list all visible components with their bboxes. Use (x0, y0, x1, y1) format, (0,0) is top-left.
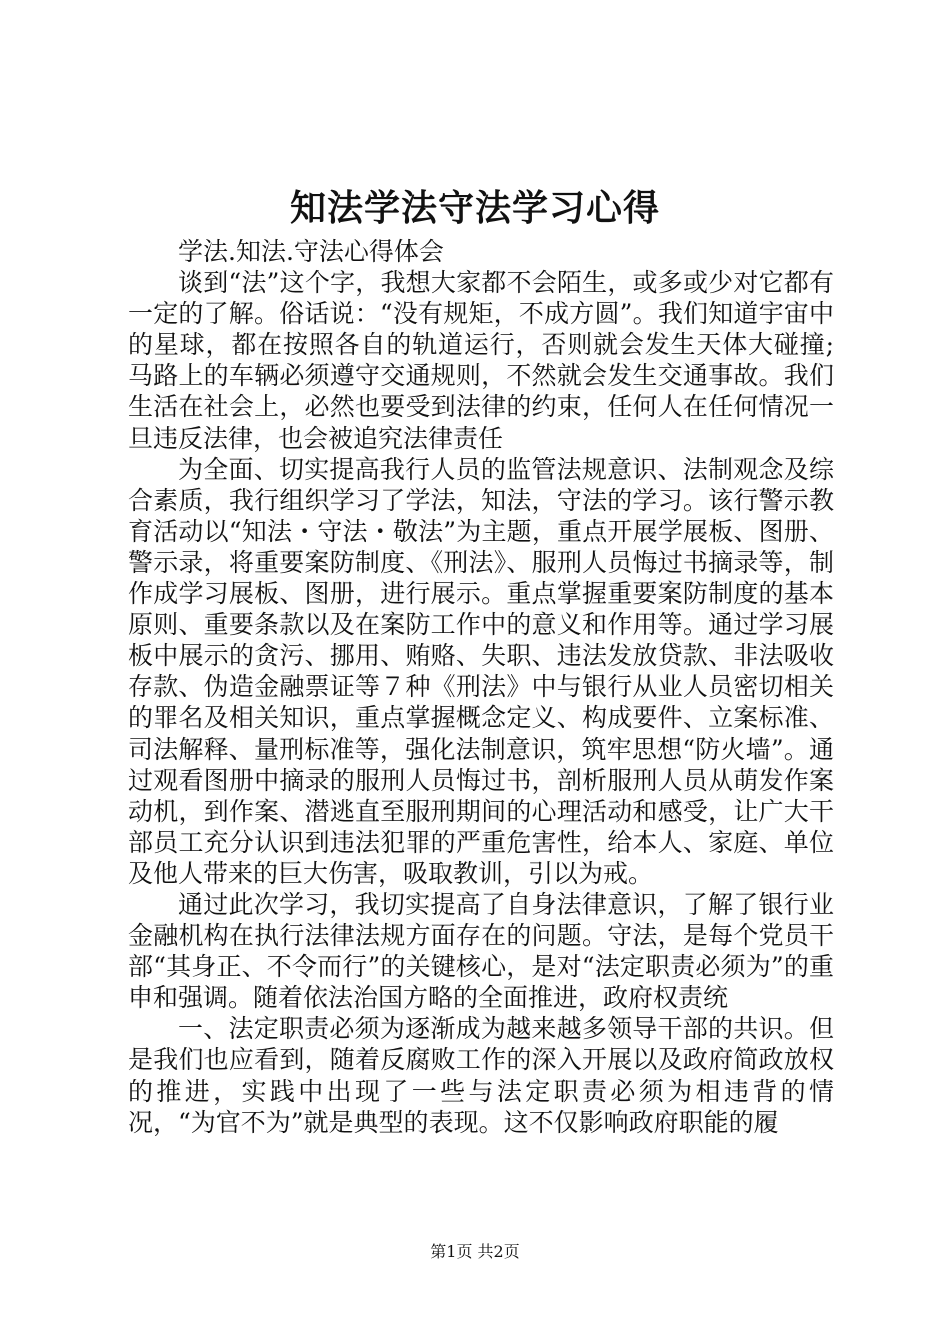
document-body (128, 236, 834, 1138)
page-footer: 第1页 共2页 (430, 1242, 520, 1261)
paragraph-4: 一、法定职责必须为逐渐成为越来越多领导干部的共识。但是我们也应看到，随着反腐败工作的深入开展以及政府简政放权的推进，实践中出现了一些与法定职责必须为相违背的情况，“为官不为”就是典型的表现。这不仅影响政府职能的履 (128, 1014, 834, 1137)
document-title: 知法学法守法学习心得 (289, 187, 660, 229)
paragraph-3: 通过此次学习，我切实提高了自身法律意识，了解了银行业金融机构在执行法律法规方面存在的问题。守法，是每个党员干部“其身正、不令而行”的关键核心，是对“法定职责必须为”的重申和强调。随着依法治国方略的全面推进，政府权责统 (128, 889, 834, 1013)
paragraph-2: 为全面、切实提高我行人员的监管法规意识、法制观念及综合素质，我行组织学习了学法，知法，守法的学习。该行警示教育活动以“知法・守法・敬法”为主题，重点开展学展板、图册、警示录，将重要案防制度、《刑法》、服刑人员悔过书摘录等，制作成学习展板、图册，进行展示。重点掌握重要案防制度的基本原则、重要条款以及在案防工作中的意义和作用等。通过学习展板中展示的贪污、挪用、贿赂、失职、违法发放贷款、非法吸收存款、伪造金融票证等７种《刑法》中与银行从业人员密切相关的罪名及相关知识，重点掌握概念定义、构成要件、立案标准、司法解释、量刑标准等，强化法制意识，筑牢思想“防火墙”。通过观看图册中摘录的服刑人员悔过书，剖析服刑人员从萌发作案动机，到作案、潜逃直至服刑期间的心理活动和感受，让广大干部员工充分认识到违法犯罪的严重危害性，给本人、家庭、单位及他人带来的巨大伤害，吸取教训，引以为戒。 (128, 454, 834, 888)
document-subtitle: 学法.知法.守法心得体会 (178, 237, 444, 266)
paragraph-1: 谈到“法”这个字，我想大家都不会陌生，或多或少对它都有一定的了解。俗话说：“没有规矩，不成方圆”。我们知道宇宙中的星球，都在按照各自的轨道运行，否则就会发生天体大碰撞;马路上的车辆必须遵守交通规则，不然就会发生交通事故。我们生活在社会上，必然也要受到法律的约束，任何人在任何情况一旦违反法律，也会被追究法律责任 (128, 268, 834, 453)
